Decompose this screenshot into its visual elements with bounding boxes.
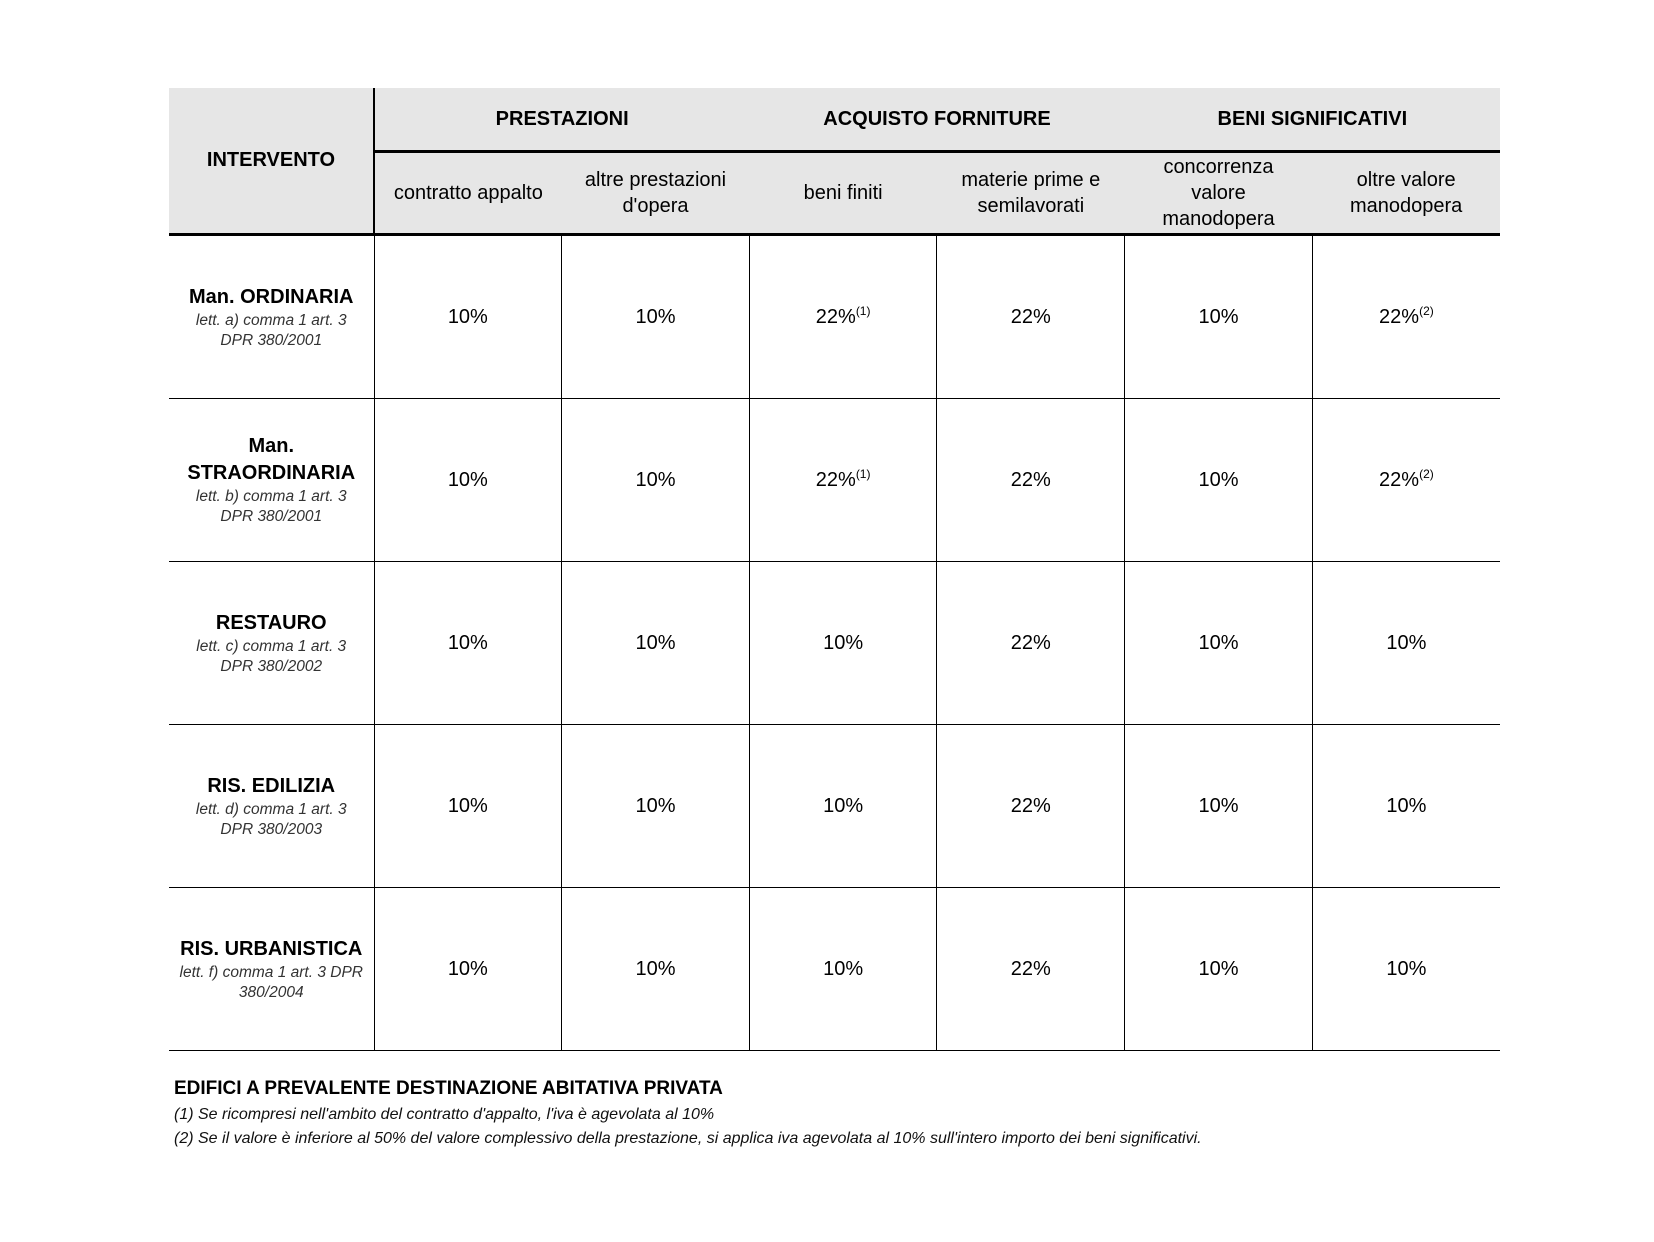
table-body bbox=[169, 235, 1500, 1051]
subheader-line: d'opera bbox=[622, 195, 689, 217]
rate-value: 22% bbox=[1010, 631, 1051, 654]
row-reference: lett. b) comma 1 art. 3 bbox=[195, 488, 347, 505]
rate-value: 22% bbox=[1010, 794, 1051, 817]
subheader-col-3 bbox=[749, 152, 937, 235]
subheader-line: materie prime e bbox=[961, 169, 1101, 191]
rate-value: 22% bbox=[1010, 468, 1051, 491]
row-title: Man. bbox=[248, 435, 295, 457]
subheader-line: manodopera bbox=[1349, 195, 1463, 217]
rate-cell bbox=[749, 888, 937, 1051]
rate-cell bbox=[374, 888, 562, 1051]
rate-cell bbox=[1125, 725, 1313, 888]
row-reference: lett. d) comma 1 art. 3 bbox=[195, 800, 347, 818]
table-row bbox=[169, 235, 1500, 399]
rate-cell bbox=[562, 888, 750, 1051]
footnotes-title: EDIFICI A PREVALENTE DESTINAZIONE ABITATIVA PRIVATA bbox=[174, 1078, 723, 1099]
rate-cell bbox=[937, 725, 1125, 888]
rate-value: 10% bbox=[635, 305, 676, 328]
footnotes-section bbox=[174, 1078, 1574, 1154]
table-row bbox=[169, 562, 1500, 725]
intervento-header: INTERVENTO bbox=[169, 88, 374, 235]
group-header-acquisto-forniture: ACQUISTO FORNITURE bbox=[749, 88, 1124, 152]
rate-cell bbox=[749, 562, 937, 725]
group-header-prestazioni: PRESTAZIONI bbox=[374, 88, 749, 152]
subheader-line: valore bbox=[1191, 182, 1246, 204]
rate-value: 10% bbox=[823, 631, 864, 654]
rate-value: 10% bbox=[1198, 957, 1239, 980]
rate-value: 10% bbox=[1386, 794, 1427, 817]
row-reference: lett. c) comma 1 art. 3 bbox=[196, 637, 347, 655]
rate-value: 10% bbox=[635, 794, 676, 817]
rate-cell bbox=[1125, 562, 1313, 725]
footnote-marker: (1) bbox=[855, 303, 871, 318]
rate-value: 10% bbox=[447, 957, 488, 980]
footnote-marker: (1) bbox=[855, 466, 871, 481]
rate-value: 10% bbox=[1198, 468, 1239, 491]
rate-cell bbox=[749, 399, 937, 562]
subheader-line: manodopera bbox=[1162, 208, 1275, 230]
rate-value: 22% bbox=[815, 305, 856, 328]
rate-value: 10% bbox=[1198, 305, 1239, 328]
rate-cell bbox=[562, 235, 750, 399]
rate-cell bbox=[374, 562, 562, 725]
rate-value: 10% bbox=[635, 631, 676, 654]
rate-cell bbox=[749, 235, 937, 399]
row-reference: 380/2004 bbox=[238, 983, 304, 1001]
row-reference: lett. a) comma 1 art. 3 bbox=[195, 311, 347, 329]
rate-cell bbox=[1125, 888, 1313, 1051]
row-reference: DPR 380/2001 bbox=[220, 508, 323, 525]
subheader-line: oltre valore bbox=[1356, 169, 1456, 191]
row-title: Man. ORDINARIA bbox=[189, 285, 354, 308]
rate-value: 10% bbox=[447, 794, 488, 817]
subheader-col-6 bbox=[1312, 152, 1500, 235]
rate-value: 22% bbox=[1379, 305, 1420, 328]
subheader-col-5 bbox=[1125, 152, 1313, 235]
row-header bbox=[169, 562, 374, 725]
rate-cell bbox=[562, 725, 750, 888]
rate-value: 22% bbox=[1010, 305, 1051, 328]
rate-value: 22% bbox=[1010, 957, 1051, 980]
row-reference: DPR 380/2003 bbox=[220, 820, 323, 838]
row-reference: DPR 380/2002 bbox=[220, 657, 323, 675]
row-header bbox=[169, 399, 374, 562]
rate-cell bbox=[374, 235, 562, 399]
rate-cell bbox=[562, 562, 750, 725]
rate-value: 10% bbox=[823, 794, 864, 817]
rate-value: 10% bbox=[447, 305, 488, 328]
rate-value: 10% bbox=[447, 468, 488, 491]
subheader-line: semilavorati bbox=[977, 195, 1085, 217]
group-header-beni-significativi: BENI SIGNIFICATIVI bbox=[1125, 88, 1500, 152]
rate-value: 10% bbox=[635, 468, 676, 491]
footnote-2: (2) Se il valore è inferiore al 50% del valore complessivo della prestazione, si applica iva agevolata al 10% sull'intero importo dei beni significativi. bbox=[174, 1130, 1202, 1147]
rate-cell bbox=[1125, 235, 1313, 399]
subheader-col-4 bbox=[937, 152, 1125, 235]
rate-value: 10% bbox=[1386, 957, 1427, 980]
table-row bbox=[169, 725, 1500, 888]
rate-cell bbox=[1312, 888, 1500, 1051]
row-header bbox=[169, 235, 374, 399]
subheader-line: concorrenza bbox=[1163, 156, 1274, 178]
rate-value: 10% bbox=[1386, 631, 1427, 654]
rate-value: 10% bbox=[635, 957, 676, 980]
row-title: RESTAURO bbox=[215, 611, 327, 634]
row-title: STRAORDINARIA bbox=[187, 462, 356, 484]
footnote-marker: (2) bbox=[1419, 303, 1434, 318]
row-title: RIS. EDILIZIA bbox=[207, 774, 336, 797]
row-title: RIS. URBANISTICA bbox=[180, 937, 363, 960]
rate-cell bbox=[937, 562, 1125, 725]
subheader-col-1 bbox=[374, 152, 562, 235]
rate-cell bbox=[374, 725, 562, 888]
rate-cell bbox=[937, 399, 1125, 562]
rate-cell bbox=[562, 399, 750, 562]
rate-cell bbox=[1312, 235, 1500, 399]
rate-value: 10% bbox=[1198, 631, 1239, 654]
rate-value: 22% bbox=[1379, 468, 1420, 491]
rate-cell bbox=[937, 235, 1125, 399]
footnote-1: (1) Se ricompresi nell'ambito del contratto d'appalto, l'iva è agevolata al 10% bbox=[174, 1106, 715, 1123]
rate-value: 10% bbox=[823, 957, 864, 980]
rate-cell bbox=[374, 399, 562, 562]
rate-cell bbox=[1312, 562, 1500, 725]
rate-value: 10% bbox=[447, 631, 488, 654]
row-header bbox=[169, 725, 374, 888]
rate-cell bbox=[937, 888, 1125, 1051]
rate-cell bbox=[749, 725, 937, 888]
rate-value: 10% bbox=[1198, 794, 1239, 817]
rate-value: 22% bbox=[815, 468, 856, 491]
row-header bbox=[169, 888, 374, 1051]
subheader-line: contratto appalto bbox=[393, 182, 543, 204]
subheader-line: beni finiti bbox=[803, 182, 883, 204]
table-row bbox=[169, 399, 1500, 562]
subheader-col-2 bbox=[562, 152, 750, 235]
row-reference: DPR 380/2001 bbox=[220, 331, 323, 349]
row-reference: lett. f) comma 1 art. 3 DPR bbox=[179, 963, 363, 981]
table-row bbox=[169, 888, 1500, 1051]
header-group-row bbox=[169, 88, 1500, 152]
footnote-marker: (2) bbox=[1419, 466, 1434, 481]
subheader-line: altre prestazioni bbox=[584, 169, 727, 191]
rate-cell bbox=[1312, 399, 1500, 562]
vat-rates-table bbox=[169, 88, 1500, 1051]
rate-cell bbox=[1312, 725, 1500, 888]
rate-cell bbox=[1125, 399, 1313, 562]
